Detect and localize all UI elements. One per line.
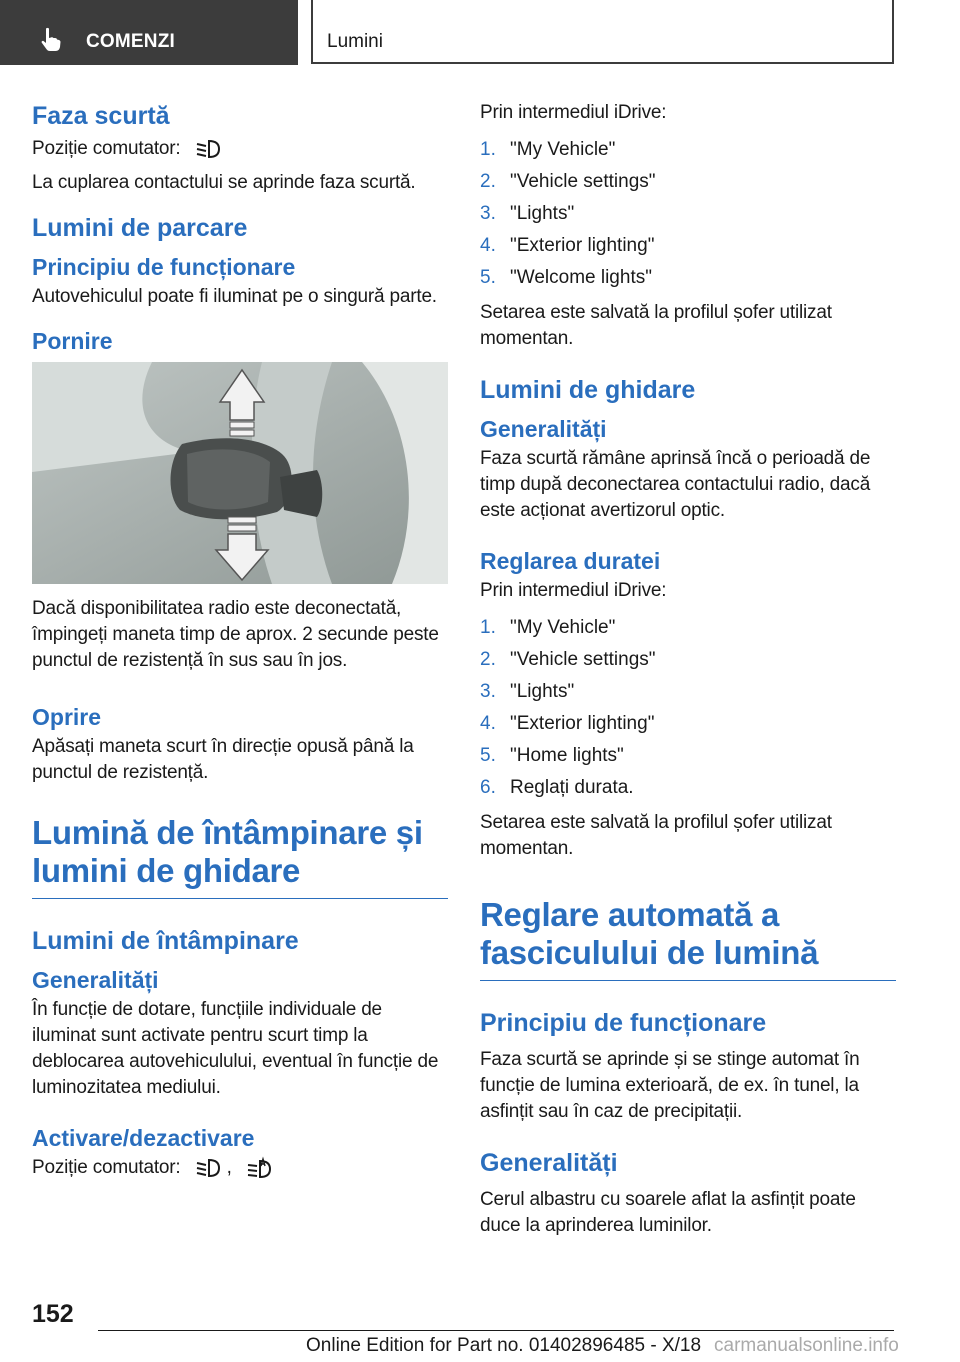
parking-lights-heading: Lumini de parcare xyxy=(32,214,248,242)
page-number: 152 xyxy=(32,1300,74,1328)
guide-lights-heading: Lumini de ghidare xyxy=(480,376,696,404)
auto-general-text: Cerul albastru cu soarele aflat la asfințit poate duce la aprinderea luminilor. xyxy=(480,1189,856,1236)
parking-principle-text: Autovehiculul poate fi iluminat pe o singură parte. xyxy=(32,286,437,307)
low-beam-heading: Faza scurtă xyxy=(32,102,170,130)
switch-off-heading: Oprire xyxy=(32,704,102,730)
footer-rule xyxy=(98,1330,894,1331)
list-item: 3. "Lights" xyxy=(480,203,575,224)
saved-note-1: Setarea este salvată la profilul șofer utilizat momentan. xyxy=(480,302,832,349)
auto-principle-heading: Principiu de funcționare xyxy=(480,1009,767,1037)
watermark: carmanualsonline.info xyxy=(714,1335,899,1356)
activation-switch-label: Poziție comutator: xyxy=(32,1157,181,1178)
section-tab xyxy=(0,0,298,65)
saved-note-2: Setarea este salvată la profilul șofer utilizat momentan. xyxy=(480,812,832,859)
low-beam-icon xyxy=(194,138,222,160)
auto-beam-main-heading: Reglare automată a fasciculului de lumină xyxy=(480,896,896,981)
parking-principle-heading: Principiu de funcționare xyxy=(32,254,296,280)
switch-on-heading: Pornire xyxy=(32,328,113,354)
low-beam-text: La cuplarea contactului se aprinde faza scurtă. xyxy=(32,172,416,193)
list-item: 3. "Lights" xyxy=(480,681,575,702)
activation-switch-line xyxy=(32,1155,448,1181)
idrive-intro-1: Prin intermediul iDrive: xyxy=(480,102,667,123)
welcome-guide-main-heading: Lumină de întâmpinare și lumini de ghidare xyxy=(32,814,448,899)
list-item: 2. "Vehicle settings" xyxy=(480,649,656,670)
chapter-label: Lumini xyxy=(327,31,383,52)
low-beam-icon xyxy=(194,1157,222,1179)
list-item: 4. "Exterior lighting" xyxy=(480,713,655,734)
chapter-tab xyxy=(311,0,894,64)
activation-separator: , xyxy=(226,1157,232,1178)
auto-headlight-icon xyxy=(245,1156,273,1180)
duration-heading: Reglarea duratei xyxy=(480,548,661,574)
right-column xyxy=(480,100,896,1247)
left-column xyxy=(32,100,448,1189)
guide-general-heading: Generalități xyxy=(480,416,607,442)
steps-list-2 xyxy=(480,612,896,804)
edition-footer: Online Edition for Part no. 01402896485 - X/18 xyxy=(306,1335,702,1356)
activation-heading: Activare/dezactivare xyxy=(32,1125,255,1151)
list-item: 2. "Vehicle settings" xyxy=(480,171,656,192)
switch-off-text: Apăsați maneta scurt în direcție opusă până la punctul de rezistență. xyxy=(32,736,414,783)
light-stalk-illustration xyxy=(32,362,448,584)
guide-general-text: Faza scurtă rămâne aprinsă încă o perioadă de timp după deconectarea contactului radio, dacă este acționat avertizorul optic. xyxy=(480,448,871,521)
idrive-intro-2: Prin intermediul iDrive: xyxy=(480,580,667,601)
welcome-general-text: În funcție de dotare, funcțiile individuale de iluminat sunt activate pentru scurt timp la deblocarea autovehiculului, eventual în funcție de luminozitatea mediului. xyxy=(32,999,439,1098)
welcome-lights-heading: Lumini de întâmpinare xyxy=(32,927,299,955)
list-item: 1. "My Vehicle" xyxy=(480,139,616,160)
list-item: 5. "Welcome lights" xyxy=(480,267,652,288)
section-label: COMENZI xyxy=(86,31,176,52)
list-item: 5. "Home lights" xyxy=(480,745,624,766)
auto-principle-text: Faza scurtă se aprinde și se stinge automat în funcție de lumina exterioară, de ex. în tunel, la asfințit sau în caz de precipitații. xyxy=(480,1049,860,1122)
list-item: 6. Reglați durata. xyxy=(480,777,634,798)
steps-list-1 xyxy=(480,134,896,294)
low-beam-switch-line xyxy=(32,136,448,162)
hand-pointer-icon xyxy=(38,26,64,52)
switch-on-text: Dacă disponibilitatea radio este deconectată, împingeți maneta timp de aprox. 2 secunde peste punctul de rezistență în sus sau în jos. xyxy=(32,598,439,671)
list-item: 4. "Exterior lighting" xyxy=(480,235,655,256)
list-item: 1. "My Vehicle" xyxy=(480,617,616,638)
welcome-general-heading: Generalități xyxy=(32,967,159,993)
auto-general-heading: Generalități xyxy=(480,1149,618,1177)
low-beam-switch-label: Poziție comutator: xyxy=(32,138,181,159)
